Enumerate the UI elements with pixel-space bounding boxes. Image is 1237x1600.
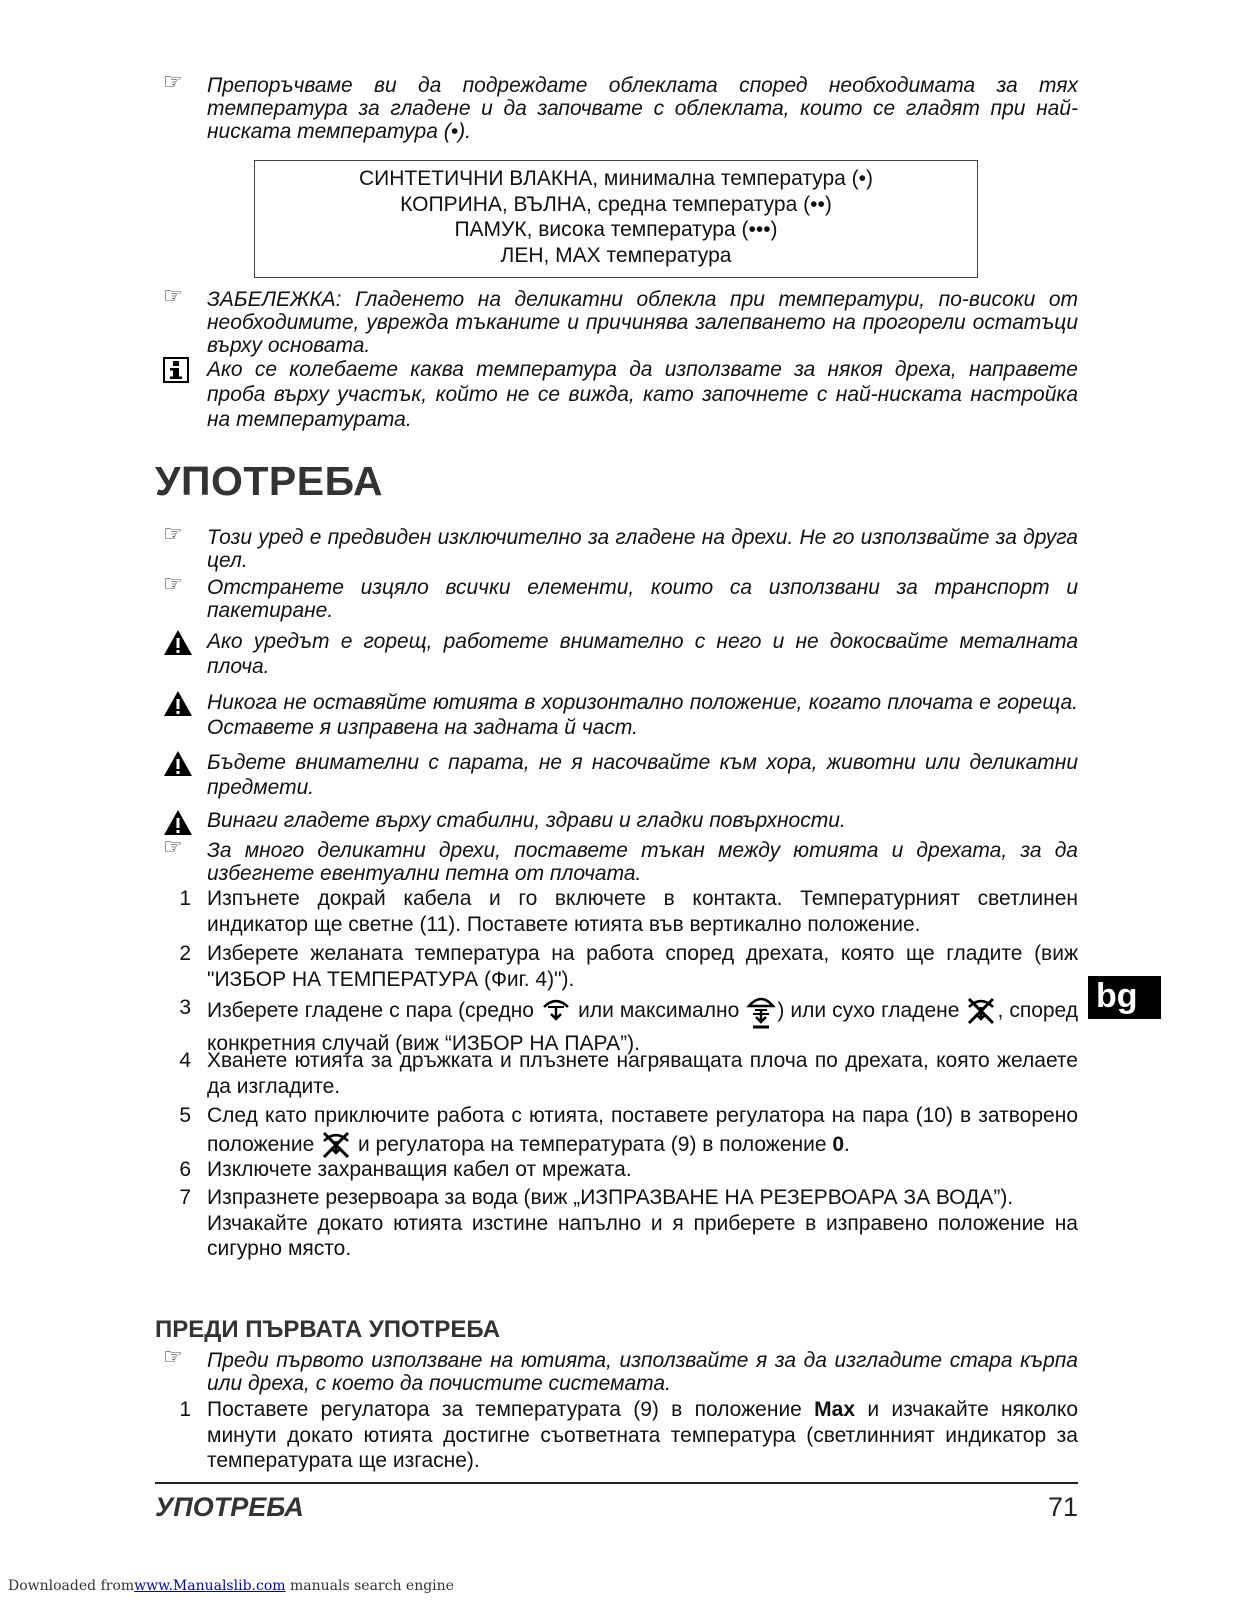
pointing-hand-icon: ☞ xyxy=(163,522,183,547)
warning-row xyxy=(163,809,1078,836)
info-text: Ако се колебаете каква температура да използвате за някоя дреха, направете проба върху участък, който не се вижда, като започнете с най-ниската настройка на температурата. xyxy=(207,358,1078,431)
section-title: УПОТРЕБА xyxy=(155,458,384,504)
step-text-part: и изчакайте няколко минути докато ютията достигне съответната температура (светлинният индикатор за температурата ще изгасне). xyxy=(207,1398,1078,1472)
footer-title: УПОТРЕБА xyxy=(155,1492,304,1522)
tip-text: За много деликатни дрехи, поставете тъкан между ютията и дрехата, за да избегнете евентуални петна от плочата. xyxy=(207,839,1078,885)
step-number: 2 xyxy=(179,942,191,965)
step-text-part: , според конкретния случай (виж “ИЗБОР НА ПАРА”). xyxy=(207,999,1079,1055)
tip-text: Отстранете изцяло всички елементи, които са използвани за транспорт и пакетиране. xyxy=(207,576,1078,622)
warning-text: Ако уредът е горещ, работете внимателно с него и не докосвайте металната плоча. xyxy=(207,630,1078,678)
tip-row xyxy=(163,1345,1078,1395)
step-text xyxy=(207,1185,1078,1262)
page-number: 71 xyxy=(1047,1492,1078,1522)
step-row xyxy=(163,1048,1078,1099)
warning-text: Бъдете внимателни с парата, не я насочвайте към хора, животни или деликатни предмети. xyxy=(207,751,1078,799)
step-text: Хванете ютията за дръжката и плъзнете нагряващата плоча по дрехата, която желаете да изгладите. xyxy=(207,1049,1078,1098)
warning-row xyxy=(163,629,1078,679)
tip-row xyxy=(163,70,1078,143)
step-row xyxy=(163,941,1078,992)
pointing-hand-icon: ☞ xyxy=(163,572,183,597)
step-text-part: Изпразнете резервоара за вода (виж „ИЗПРАЗВАНЕ НА РЕЗЕРВОАРА ЗА ВОДА”). xyxy=(207,1186,1014,1209)
warning-row xyxy=(163,690,1078,740)
step-number: 1 xyxy=(179,1398,191,1421)
steam-max-icon xyxy=(745,995,777,1031)
download-source xyxy=(8,1578,454,1594)
footer-divider xyxy=(155,1482,1078,1484)
tip-row xyxy=(163,572,1078,622)
step-text-bold: Max xyxy=(814,1398,856,1421)
step-text-part: или максимално xyxy=(578,999,740,1022)
tip-row xyxy=(163,522,1078,572)
tip-text: Преди първото използване на ютията, използвайте я за да изгладите стара кърпа или дреха, с което да почистите системата. xyxy=(207,1349,1078,1395)
warning-triangle-icon xyxy=(163,629,193,656)
step-row xyxy=(163,1157,1078,1183)
step-text-part: и регулатора на температурата (9) в положение xyxy=(357,1132,827,1156)
step-text-part: . xyxy=(844,1132,850,1156)
language-tab: bg xyxy=(1088,976,1161,1019)
note-row xyxy=(163,284,1078,357)
tip-text: Препоръчваме ви да подреждате облеклата според необходимата за тях температура за гладене и да започвате с облеклата, които се гладят при най-ниската температура (•). xyxy=(207,74,1078,143)
step-text: Изключете захранващия кабел от мрежата. xyxy=(207,1158,632,1181)
step-number: 5 xyxy=(179,1104,191,1127)
step-row xyxy=(163,1103,1078,1159)
warning-text: Никога не оставяйте ютията в хоризонтално положение, когато плочата е гореща. Оставете я изправена на задната й част. xyxy=(207,691,1078,739)
step-number: 4 xyxy=(179,1049,191,1072)
pointing-hand-icon: ☞ xyxy=(163,1345,183,1370)
step-text-part: Изберете гладене с пара (средно xyxy=(207,999,534,1022)
subsection-title: ПРЕДИ ПЪРВАТА УПОТРЕБА xyxy=(155,1316,501,1343)
warning-row xyxy=(163,750,1078,800)
step-text-part: ) или сухо гладене xyxy=(777,999,960,1022)
temp-line: ПАМУК, висока температура (•••) xyxy=(454,218,778,241)
step-text-bold: 0 xyxy=(832,1132,845,1156)
step-text: Изпънете докрай кабела и го включете в контакта. Температурният светлинен индикатор ще светне (11). Поставете ютията във вертикално положение. xyxy=(207,887,1078,936)
note-text: ЗАБЕЛЕЖКА: Гладенето на деликатни облекла при температури, по-високи от необходимите, уврежда тъканите и причинява залепването на прогорели остатъци върху основата. xyxy=(207,288,1078,357)
step-number: 6 xyxy=(179,1158,191,1181)
step-row xyxy=(163,1185,1078,1262)
dry-ironing-icon xyxy=(965,995,997,1025)
download-suffix: manuals search engine xyxy=(289,1578,454,1594)
step-number: 7 xyxy=(179,1186,191,1209)
warning-triangle-icon xyxy=(163,690,193,717)
tip-text: Този уред е предвиден изключително за гладене на дрехи. Не го използвайте за друга цел. xyxy=(207,526,1078,572)
step-row xyxy=(163,1397,1078,1474)
pointing-hand-icon: ☞ xyxy=(163,835,183,860)
step-text-part: След като приключите работа с ютията, поставете регулатора на пара (10) в затворено положение xyxy=(207,1104,1078,1156)
pointing-hand-icon: ☞ xyxy=(163,70,183,95)
step-text: Изберете желаната температура на работа според дрехата, която ще гладите (виж "ИЗБОР НА ТЕМПЕРАТУРА (Фиг. 4)"). xyxy=(207,942,1078,991)
step-text xyxy=(207,1103,1078,1159)
info-box-icon xyxy=(163,357,189,383)
manualslib-link[interactable]: www.Manualslib.com xyxy=(134,1578,286,1594)
temp-line: ЛЕН, MAX температура xyxy=(500,243,732,267)
warning-text: Винаги гладете върху стабилни, здрави и гладки повърхности. xyxy=(207,809,846,832)
temp-line: СИНТЕТИЧНИ ВЛАКНА, минимална температура (•) xyxy=(359,167,873,190)
steam-medium-icon xyxy=(540,997,572,1023)
step-number: 1 xyxy=(179,887,191,910)
step-text-part: Поставете регулатора за температурата (9) в положение xyxy=(207,1398,802,1421)
info-row xyxy=(163,357,1078,432)
step-text-part: Изчакайте докато ютията изстине напълно и я приберете в изправено положение на сигурно място. xyxy=(207,1211,1078,1260)
temp-line: КОПРИНА, ВЪЛНА, средна температура (••) xyxy=(400,192,832,216)
download-prefix: Downloaded from xyxy=(8,1578,135,1594)
dry-ironing-icon xyxy=(320,1129,352,1159)
warning-triangle-icon xyxy=(163,809,193,836)
step-row xyxy=(163,886,1078,937)
pointing-hand-icon: ☞ xyxy=(163,284,183,309)
step-text xyxy=(207,1397,1078,1474)
tip-row xyxy=(163,835,1078,885)
temperature-table xyxy=(254,160,978,278)
warning-triangle-icon xyxy=(163,750,193,777)
step-number: 3 xyxy=(179,996,191,1019)
